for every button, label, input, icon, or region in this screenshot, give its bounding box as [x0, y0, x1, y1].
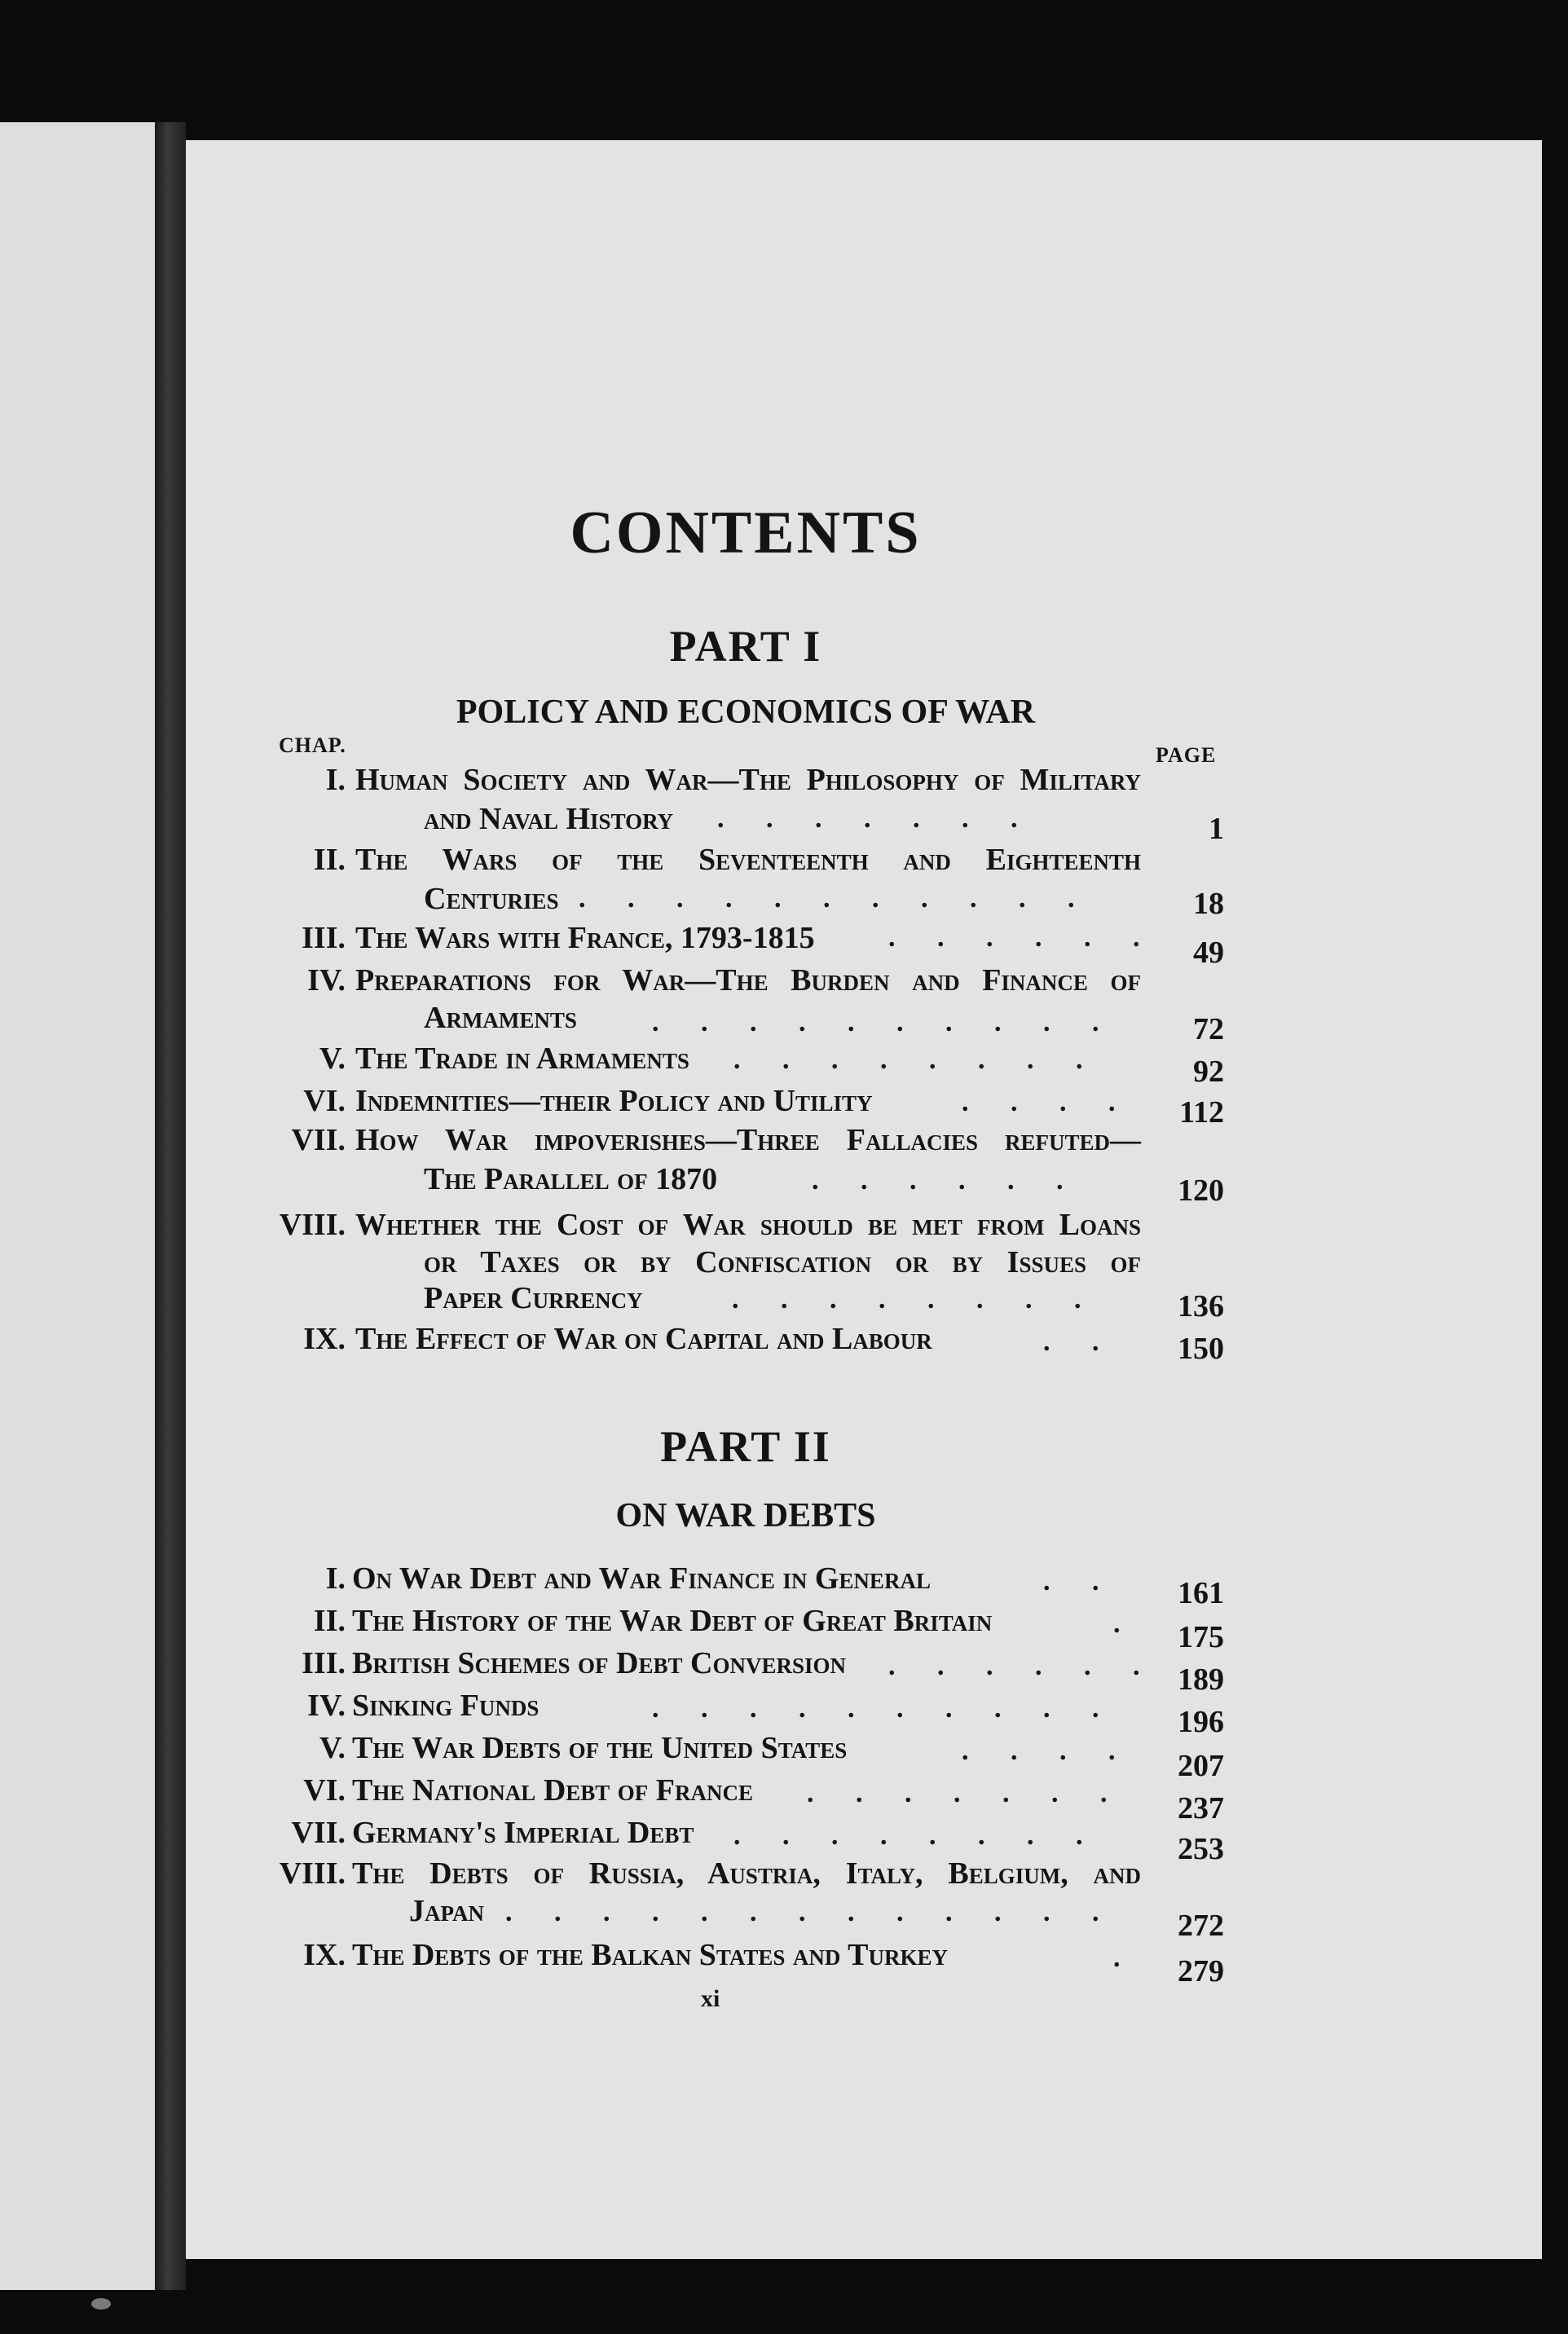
dot-leader: .: [1113, 1609, 1121, 1639]
chapter-title-line: The War Debts of the United States: [352, 1731, 848, 1765]
chapter-number: IV.: [307, 1689, 346, 1723]
chapter-title-line: Germany's Imperial Debt: [352, 1816, 694, 1850]
chapter-title-line: Centuries: [424, 882, 559, 916]
chap-column-header: CHAP.: [279, 733, 346, 757]
part-2-subtitle: ON WAR DEBTS: [615, 1497, 876, 1535]
chapter-title-line: Preparations for War—The Burden and Finance of: [355, 963, 1141, 997]
book-gutter: [155, 122, 186, 2290]
page-number: 196: [1178, 1705, 1224, 1739]
chapter-number: VII.: [291, 1123, 346, 1157]
chapter-title-line: and Naval History: [424, 802, 674, 836]
chapter-number: VIII.: [279, 1208, 346, 1242]
chapter-title-line: The Parallel of 1870: [424, 1162, 718, 1196]
page-number: 161: [1178, 1576, 1224, 1610]
chapter-title-line: The Effect of War on Capital and Labour: [355, 1322, 932, 1356]
page-number: 120: [1178, 1174, 1224, 1208]
dot-leader: . .: [1043, 1566, 1099, 1596]
chapter-number: VIII.: [279, 1856, 346, 1891]
chapter-title-line: The Trade in Armaments: [355, 1041, 689, 1076]
page-number: 272: [1178, 1909, 1224, 1943]
chapter-number: I.: [325, 1561, 346, 1596]
scan-mark: [91, 2298, 111, 2310]
part-2-title: PART II: [660, 1422, 831, 1471]
page-number: 136: [1178, 1289, 1224, 1323]
chapter-title-line: The Wars of the Seventeenth and Eighteenth: [355, 843, 1141, 877]
dot-leader: . . . . . . . . . .: [652, 1007, 1099, 1037]
page-number: 175: [1178, 1620, 1224, 1654]
dot-leader: . . . . . . .: [807, 1778, 1108, 1808]
page-number: 49: [1193, 936, 1224, 970]
dot-leader: . .: [1043, 1327, 1099, 1357]
chapter-number: VI.: [303, 1084, 346, 1118]
dot-leader: . . . . . .: [812, 1165, 1064, 1196]
facing-page-edge: [0, 122, 155, 2290]
page-number: 150: [1178, 1332, 1224, 1366]
dot-leader: .: [1113, 1943, 1121, 1973]
chapter-title-line: Sinking Funds: [352, 1689, 540, 1723]
page-folio: xi: [701, 1985, 720, 2012]
page-number: 72: [1193, 1012, 1224, 1046]
page-number: 279: [1178, 1954, 1224, 1988]
dot-leader: . . . . . . . .: [732, 1284, 1081, 1315]
chapter-number: VII.: [291, 1816, 346, 1850]
chapter-number: II.: [313, 1604, 346, 1638]
chapter-title-line: The Debts of Russia, Austria, Italy, Belgium, and: [352, 1856, 1141, 1891]
chapter-title-line: The Debts of the Balkan States and Turkey: [352, 1938, 949, 1972]
page-number: 237: [1178, 1791, 1224, 1825]
chapter-title-line: How War impoverishes—Three Fallacies refuted—: [355, 1123, 1141, 1157]
page-number: 207: [1178, 1749, 1224, 1783]
chapter-title-line: Whether the Cost of War should be met from Loans: [355, 1208, 1141, 1242]
dot-leader: . . . . . . . . . . .: [579, 883, 1075, 914]
page-number: 18: [1193, 887, 1224, 921]
chapter-title-line: Armaments: [424, 1001, 577, 1035]
dot-leader: . . . .: [962, 1087, 1116, 1117]
page-number: 112: [1179, 1095, 1224, 1130]
chapter-title-line: The National Debt of France: [352, 1773, 753, 1808]
chapter-title-line: The Wars with France, 1793-1815: [355, 921, 815, 955]
chapter-title-line: The History of the War Debt of Great Britain: [352, 1604, 993, 1638]
chapter-number: V.: [319, 1041, 346, 1076]
chapter-number: III.: [302, 1646, 346, 1680]
dot-leader: . . . . . . . . . . . . .: [505, 1897, 1099, 1927]
page-title: CONTENTS: [570, 500, 922, 566]
dot-leader: . . . . . .: [888, 923, 1140, 953]
chapter-title-line: Japan: [409, 1894, 484, 1928]
page-column-header: PAGE: [1156, 743, 1217, 767]
dot-leader: . . . . . . .: [717, 804, 1018, 834]
page-number: 92: [1193, 1055, 1224, 1089]
chapter-title-line: British Schemes of Debt Conversion: [352, 1646, 846, 1680]
page-number: 189: [1178, 1662, 1224, 1697]
chapter-number: II.: [313, 843, 346, 877]
part-1-subtitle: POLICY AND ECONOMICS OF WAR: [456, 694, 1036, 731]
chapter-title-line: Paper Currency: [424, 1281, 643, 1315]
dot-leader: . . . . . . . .: [733, 1821, 1083, 1851]
page-number: 253: [1178, 1832, 1224, 1866]
dot-leader: . . . .: [962, 1736, 1116, 1766]
chapter-number: V.: [319, 1731, 346, 1765]
page-number: 1: [1209, 812, 1224, 846]
chapter-number: III.: [302, 921, 346, 955]
chapter-title-line: Indemnities—their Policy and Utility: [355, 1084, 873, 1118]
chapter-title-line: Human Society and War—The Philosophy of Military: [355, 763, 1141, 797]
chapter-number: IX.: [303, 1322, 346, 1356]
dot-leader: . . . . . .: [888, 1651, 1140, 1681]
chapter-number: I.: [325, 763, 346, 797]
chapter-number: IX.: [303, 1938, 346, 1972]
dot-leader: . . . . . . . .: [733, 1045, 1083, 1075]
chapter-title-line: or Taxes or by Confiscation or by Issues of: [424, 1245, 1141, 1279]
dot-leader: . . . . . . . . . .: [652, 1693, 1099, 1724]
chapter-number: VI.: [303, 1773, 346, 1808]
chapter-title-line: On War Debt and War Finance in General: [352, 1561, 931, 1596]
chapter-number: IV.: [307, 963, 346, 997]
part-1-title: PART I: [669, 622, 822, 671]
